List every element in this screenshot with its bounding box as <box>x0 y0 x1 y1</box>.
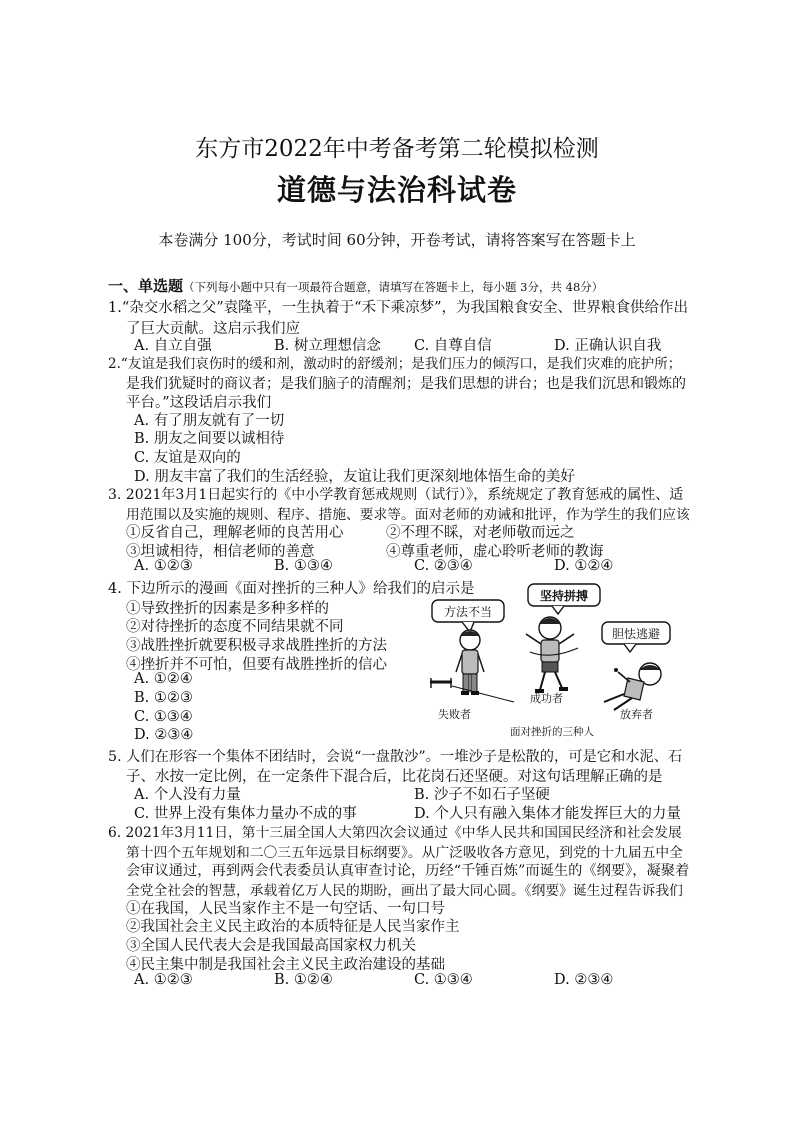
option-a: A. 自立自强 <box>134 338 212 354</box>
question-text: 3. 2021年3月1日起实行的《中小学教育惩戒规则（试行）》，系统规定了教育惩戒的属性、适 <box>108 487 684 503</box>
question-text: 会审议通过，再到两会代表委员认真审查讨论，历经“千锤百炼”而诞生的《纲要》，凝聚着 <box>126 863 690 879</box>
speech-bubble-persist <box>528 584 600 614</box>
statement-2: ②不理不睬，对老师敬而远之 <box>386 525 575 541</box>
question-text: 6. 2021年3月11日，第十三届全国人大第四次会议通过《中华人民共和国国民经济和社会发展 <box>108 825 682 841</box>
bubble-text: 方法不当 <box>443 605 493 619</box>
statement-3: ③战胜挫折就要积极寻求战胜挫折的方法 <box>126 638 387 654</box>
question-text: 子、水按一定比例，在一定条件下混合后，比花岗石还坚硬。对这句话理解正确的是 <box>126 769 663 785</box>
question-text: 了巨大贡献。这启示我们应 <box>126 321 300 337</box>
question-text: 是我们犹疑时的商议者；是我们脑子的清醒剂；是我们思想的讲台；也是我们沉思和锻炼的 <box>126 376 686 392</box>
option-b: B. 朋友之间要以诚相待 <box>134 431 285 447</box>
question-text: 平台。”这段话启示我们 <box>126 395 272 411</box>
bubble-text: 坚持拼搏 <box>539 589 589 603</box>
section-label: 一、单选题 <box>108 277 184 295</box>
speech-bubble-cowardly <box>602 622 670 652</box>
exam-title: 东方市2022年中考备考第二轮模拟检测 <box>195 136 599 162</box>
statement-3: ③全国人民代表大会是我国最高国家权力机关 <box>126 938 416 954</box>
statement-2: ②我国社会主义民主政治的本质特征是人民当家作主 <box>126 919 460 935</box>
option-b: B. ①③④ <box>274 558 333 574</box>
label-giveup: 放弃者 <box>620 708 653 721</box>
statement-1: ①在我国，人民当家作主不是一句空话、一句口号 <box>126 901 445 917</box>
question-text: 5. 人们在形容一个集体不团结时，会说“一盘散沙”。一堆沙子是松散的，可是它和水泥、石 <box>108 749 683 765</box>
question-text: 用范围以及实施的规则、程序、措施、要求等。面对老师的劝诫和批评，作为学生的我们应该 <box>126 507 690 523</box>
statement-4: ④民主集中制是我国社会主义民主政治建设的基础 <box>126 957 445 973</box>
option-a: A. 个人没有力量 <box>134 787 241 803</box>
cartoon-caption: 面对挫折的三种人 <box>510 726 594 738</box>
option-b: B. ①②④ <box>274 972 333 988</box>
option-c: C. 友谊是双向的 <box>134 450 241 466</box>
option-a: A. ①②④ <box>134 671 193 687</box>
option-a: A. ①②③ <box>134 972 193 988</box>
giveup-person-figure <box>604 663 661 710</box>
option-d: D. ①②④ <box>554 558 614 574</box>
statement-4: ④尊重老师，虚心聆听老师的教诲 <box>386 544 604 560</box>
failure-person-figure <box>456 630 484 695</box>
option-a: A. 有了朋友就有了一切 <box>134 413 285 429</box>
statement-1: ①反省自己，理解老师的良苦用心 <box>126 525 344 541</box>
statement-4: ④挫折并不可怕，但要有战胜挫折的信心 <box>126 657 387 673</box>
label-failure: 失败者 <box>438 708 471 721</box>
option-c: C. 世界上没有集体力量办不成的事 <box>134 806 357 822</box>
speech-bubble-method <box>432 600 504 632</box>
option-b: B. 沙子不如石子坚硬 <box>414 787 550 803</box>
question-text: 4. 下边所示的漫画《面对挫折的三种人》给我们的启示是 <box>108 581 475 597</box>
option-d: D. 正确认识自我 <box>554 338 662 354</box>
option-b: B. 树立理想信念 <box>274 338 381 354</box>
label-success: 成功者 <box>530 692 563 705</box>
option-a: A. ①②③ <box>134 558 193 574</box>
option-d: D. ②③④ <box>554 972 614 988</box>
cartoon-three-people <box>418 582 680 740</box>
question-text: 1.“杂交水稻之父”袁隆平，一生执着于“禾下乘凉梦”，为我国粮食安全、世界粮食供给作出 <box>108 300 688 316</box>
option-d: D. 个人只有融入集体才能发挥巨大的力量 <box>414 806 681 822</box>
statement-2: ②对待挫折的态度不同结果就不同 <box>126 619 344 635</box>
section-note: （下列每小题中只有一项最符合题意，请填写在答题卡上，每小题 3分，共 48分） <box>183 280 604 294</box>
exam-instructions: 本卷满分 100分，考试时间 60分钟，开卷考试，请将答案写在答题卡上 <box>158 231 636 249</box>
option-d: D. ②③④ <box>134 727 194 743</box>
exam-subject: 道德与法治科试卷 <box>276 173 517 207</box>
section-heading <box>108 275 603 296</box>
option-c: C. ①③④ <box>134 709 193 725</box>
option-c: C. ①③④ <box>414 972 473 988</box>
bubble-text: 胆怯逃避 <box>611 627 661 641</box>
option-c: C. 自尊自信 <box>414 338 492 354</box>
statement-1: ①导致挫折的因素是多种多样的 <box>126 601 329 617</box>
option-d: D. 朋友丰富了我们的生活经验，友谊让我们更深刻地体悟生命的美好 <box>134 469 575 485</box>
question-text: 第十四个五年规划和二〇三五年远景目标纲要》。从广泛吸收各方意见，到党的十九届五中全 <box>126 845 683 861</box>
question-text: 2.“友谊是我们哀伤时的缓和剂，激动时的舒缓剂；是我们压力的倾泻口，是我们灾难的庇护所； <box>108 356 682 372</box>
option-b: B. ①②③ <box>134 690 193 706</box>
question-text: 全党全社会的智慧，承载着亿万人民的期盼，画出了最大同心圆。《纲要》诞生过程告诉我们 <box>126 883 683 899</box>
option-c: C. ②③④ <box>414 558 473 574</box>
statement-3: ③坦诚相待，相信老师的善意 <box>126 544 315 560</box>
success-person-figure <box>526 617 578 693</box>
